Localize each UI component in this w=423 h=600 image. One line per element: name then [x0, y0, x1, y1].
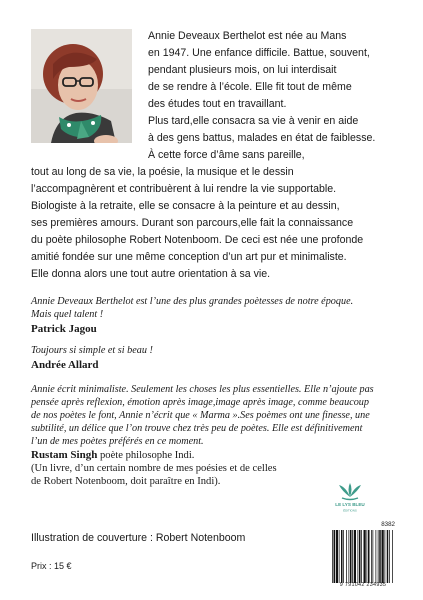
quote-attribution — [31, 449, 374, 462]
bio-line: à des gens battus, malades en état de faiblesse. — [148, 132, 376, 144]
quote-patrick-jagou — [31, 295, 353, 336]
bio-line: amitié fondée sur une même conception d’un art pur et minimaliste. — [31, 251, 347, 263]
bio-line: l’accompagnèrent et contribuèrent à lui rendre la vie supportable. — [31, 183, 337, 195]
isbn-code: 8382 — [381, 521, 395, 528]
quote-line: Mais quel talent ! — [31, 309, 104, 320]
quote-note-line: (Un livre, d’un certain nombre de mes poésies et de celles — [31, 463, 277, 474]
publisher-sub: ÉDITIONS — [343, 508, 357, 513]
quote-line: Annie Deveaux Berthelot est l’une des plus grandes poètesses de notre époque. — [31, 296, 354, 307]
quote-author-title: poète philosophe Indi. — [97, 450, 195, 461]
bio-line: Biologiste à la retraite, elle se consacre à la peinture et au dessin, — [31, 200, 340, 212]
quote-line: de nos poètes le font, Annie n’écrit que « Marma ».Ses poèmes ont une finesse, une — [31, 410, 370, 421]
bio-line: tout au long de sa vie, la poésie, la musique et le dessin — [31, 166, 294, 178]
bio-line: Annie Deveaux Berthelot est née au Mans — [148, 30, 347, 42]
quote-andree-allard — [31, 344, 153, 372]
bio-line: de se rendre à l’école. Elle fit tout de même — [148, 81, 352, 93]
lily-icon — [330, 481, 370, 515]
price-label: Prix : 15 € — [31, 561, 72, 571]
publisher-name: LE LYS BLEU — [335, 502, 365, 507]
bio-line: À cette force d’âme sans pareille, — [148, 149, 305, 161]
quote-line: Toujours si simple et si beau ! — [31, 345, 153, 356]
quote-author: Rustam Singh — [31, 449, 98, 461]
bio-line: pendant plusieurs mois, on lui interdisait — [148, 64, 337, 76]
bio-line: Elle donna alors une tout autre orientation à sa vie. — [31, 268, 271, 280]
bio-line: en 1947. Une enfance difficile. Battue, souvent, — [148, 47, 370, 59]
bio-line: des études tout en travaillant. — [148, 98, 287, 110]
quote-rustam-singh — [31, 383, 374, 488]
quote-line: Annie écrit minimaliste. Seulement les choses les plus essentielles. Elle n’ajoute pas — [31, 384, 374, 395]
author-portrait-illustration — [31, 29, 132, 143]
bio-line: du poète philosophe Robert Notenboom. De ceci est née une profonde — [31, 234, 364, 246]
isbn-digits: 9 791042 234935 — [339, 582, 387, 588]
barcode-icon — [331, 530, 395, 583]
quote-author: Andrée Allard — [31, 359, 99, 371]
bio-line: Plus tard,elle consacra sa vie à venir en aide — [148, 115, 359, 127]
quote-line: subtilité, un délice que l’on trouve chez très peu de poètes. Elle est définitivement — [31, 423, 363, 434]
quote-note-line: de Robert Notenboom, doit paraître en Indi). — [31, 476, 221, 487]
quote-author: Patrick Jagou — [31, 323, 97, 335]
author-photo — [31, 29, 132, 143]
isbn-barcode-block — [331, 521, 395, 593]
quote-line: l’un de mes poètes préférés en ce moment. — [31, 436, 204, 447]
bio-line: ses premières amours. Durant son parcours,elle fait la connaissance — [31, 217, 354, 229]
illustration-credit: Illustration de couverture : Robert Notenboom — [31, 532, 246, 544]
publisher-logo — [330, 481, 370, 515]
quote-line: pensée après reflexion, émotion après image,image après image, comme beaucoup — [31, 397, 369, 408]
